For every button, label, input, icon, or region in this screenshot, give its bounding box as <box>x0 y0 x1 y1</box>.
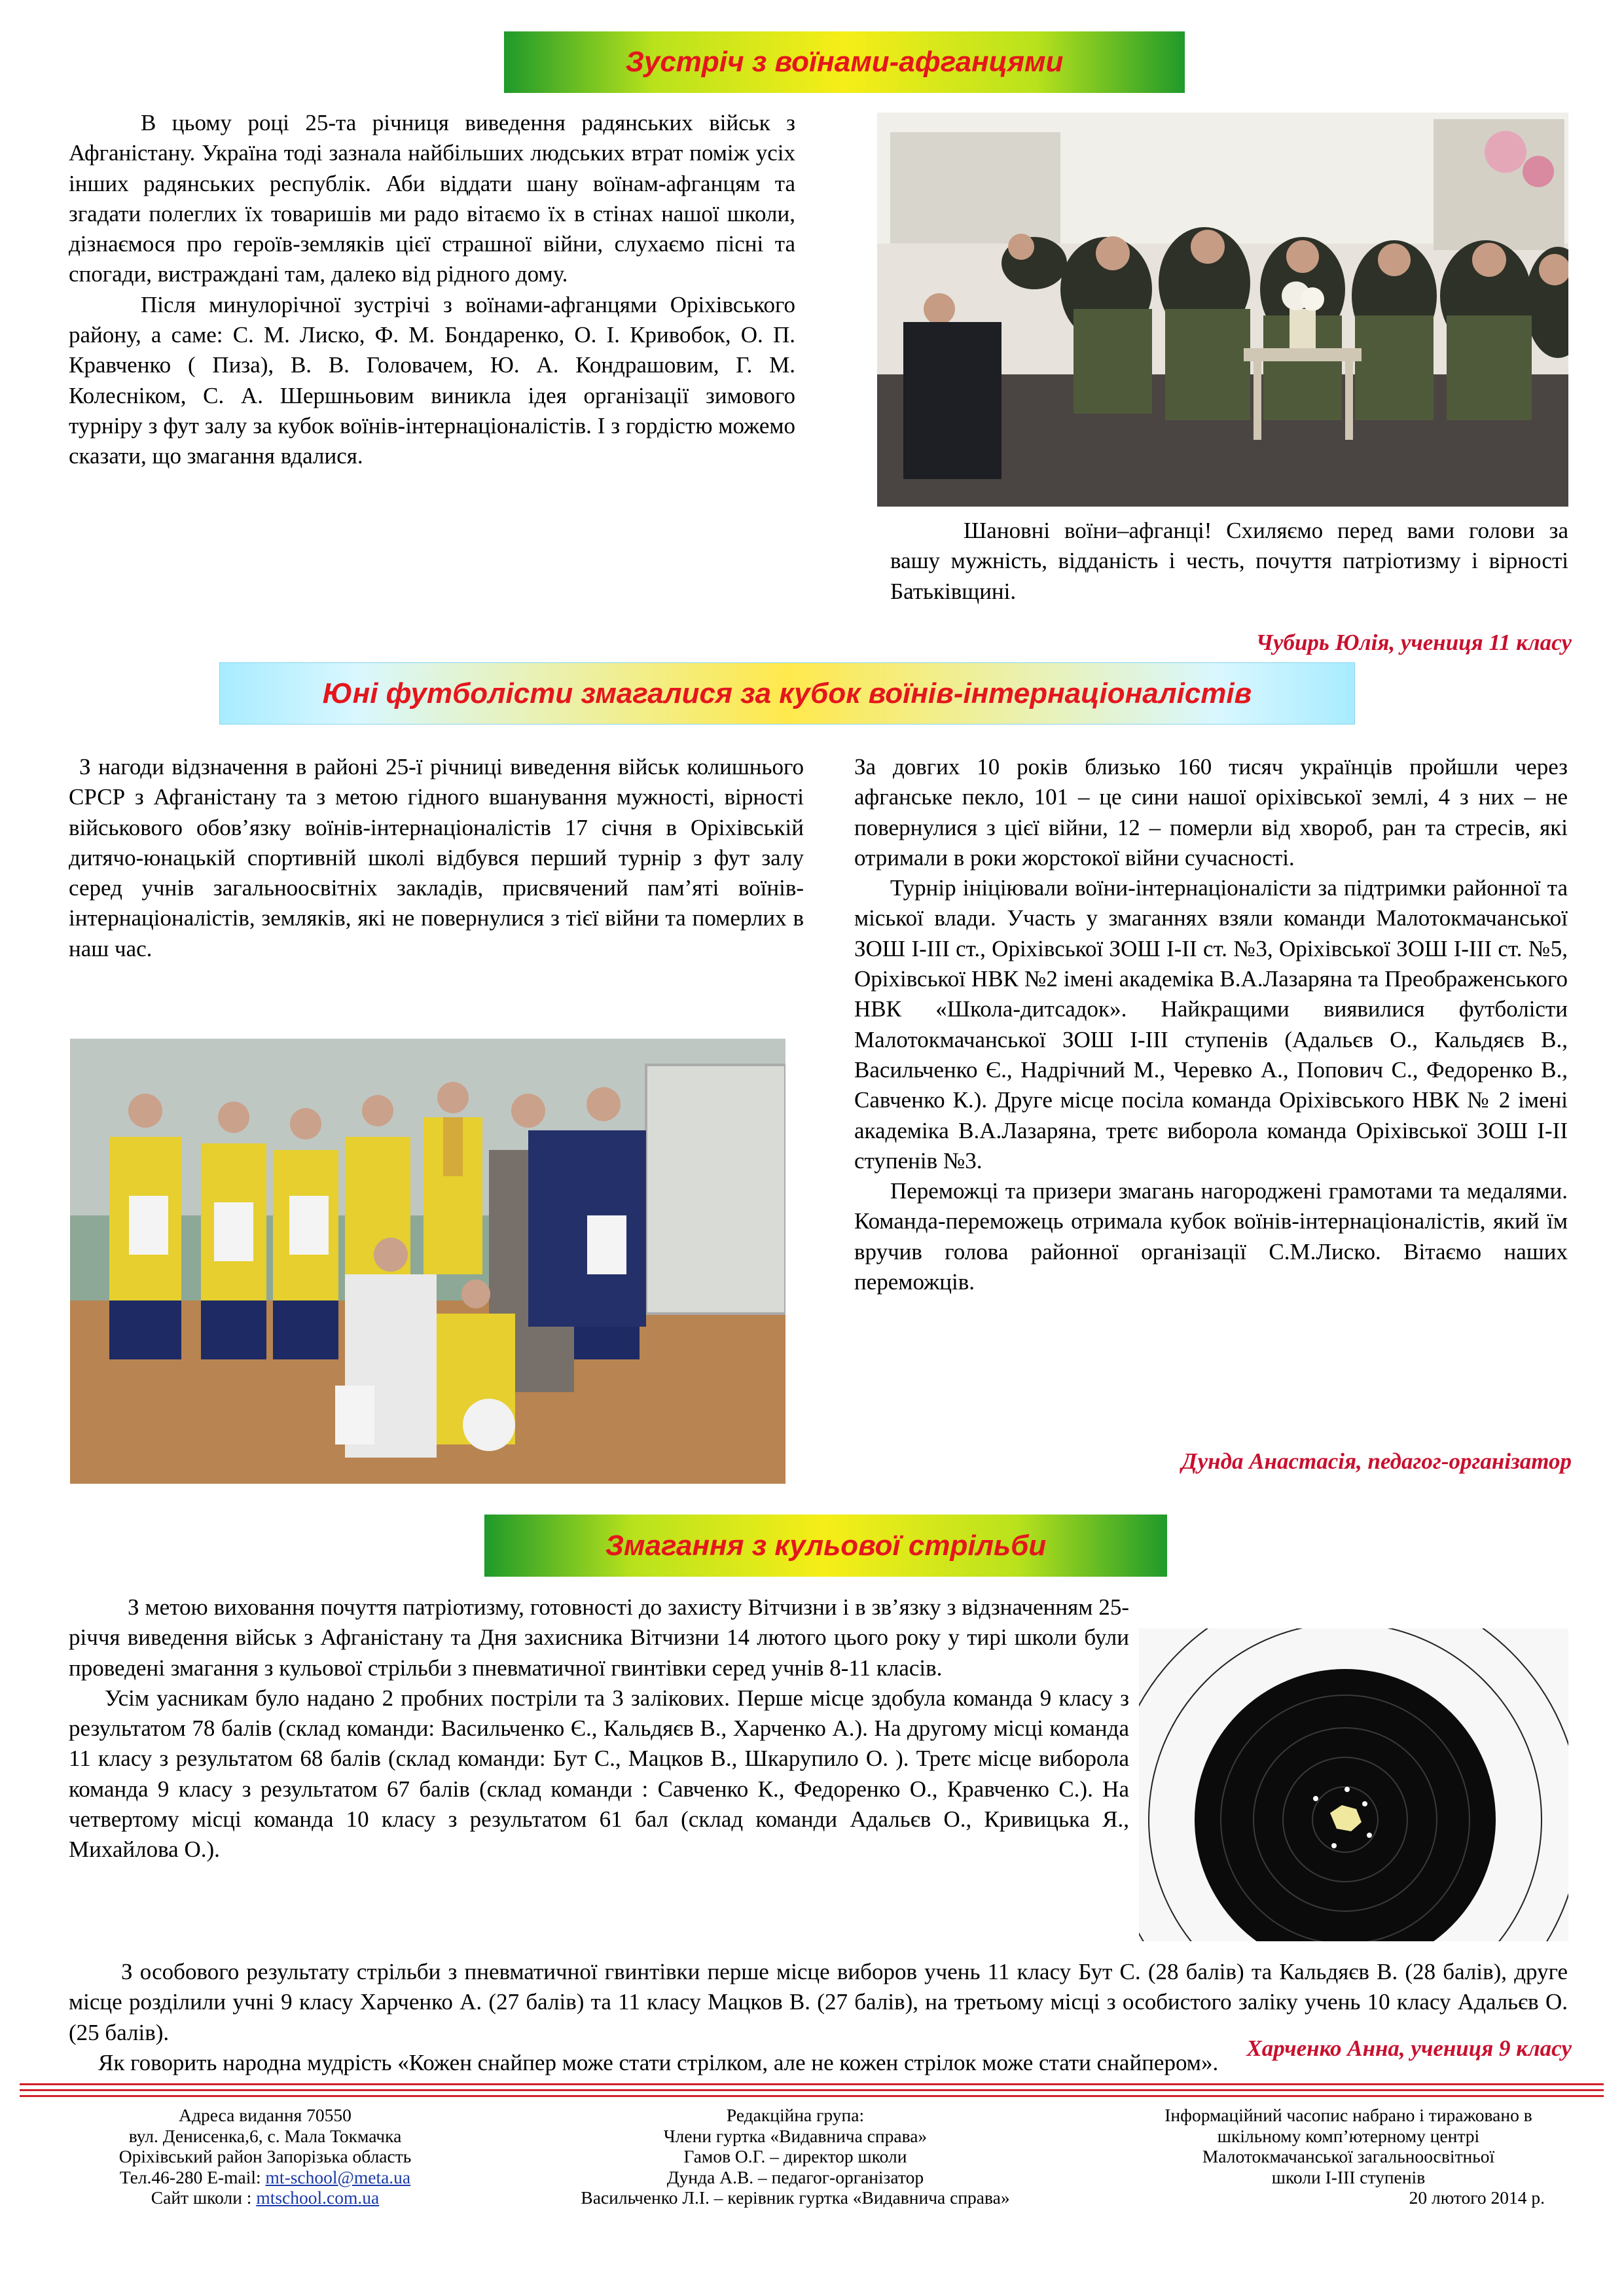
footer-editorial-group <box>524 2105 1067 2208</box>
footer-email-link[interactable]: mt-school@meta.ua <box>265 2166 411 2187</box>
footer-publisher-address <box>52 2105 478 2208</box>
section3-title-banner <box>484 1515 1167 1577</box>
footer-print-line-1: Інформаційний часопис набрано і тиражовано в <box>1164 2105 1532 2125</box>
section3-p4-text: Як говорить народна мудрість «Кожен снайпер може стати стрілком, але не кожен стрілок може стати снайпером». <box>98 2049 1219 2075</box>
footer-editorial-line-1: Редакційна група: <box>726 2105 865 2125</box>
veterans-photo-image <box>877 113 1568 507</box>
footer-print-info <box>1113 2105 1584 2208</box>
caption-text: Шановні воїни–афганці! Схиляємо перед вами голови за вашу мужність, відданість і честь, почуття патріотизму і вірності Батьківщині. <box>890 518 1568 604</box>
footer-editorial-line-5: Васильченко Л.І. – керівник гуртка «Видавнича справа» <box>581 2187 1010 2208</box>
section2-paragraph-1: З нагоди відзначення в районі 25-ї річниці виведення військ колишнього СРСР з Афганістану та з метою гідного вшанування мужності, вірності військового обов’язку воїнів-інтернаціоналістів 17 січня в Оріхівській дитячо-юнацькій спортивній школі відбувся перший турнір з фут залу серед учнів загальноосвітніх закладів, присвячений пам’яті воїнів-інтернаціоналістів, земляків, які не повернулися з тієї війни та померлих в наш час. <box>69 754 804 961</box>
football-team-photo <box>70 1039 785 1484</box>
section2-title: Юні футболісти змагалися за кубок воїнів-інтернаціоналістів <box>322 677 1252 709</box>
section1-paragraph-2: Після минулорічної зустрічі з воїнами-афганцями Оріхівського району, а саме: С. М. Лиско, Ф. М. Бондаренко, О. І. Кривобок, О. П. Кравченко ( Пиза), В. В. Головачем, Ю. А. Кондрашовим, Г. М. Колесніком, С. А. Шершньовим виникла ідея організації зимового турніру з фут залу за кубок воїнів-інтернаціоналістів. І з гордістю можемо сказати, що змагання вдалися. <box>69 291 795 469</box>
footer-editorial-line-4: Дунда А.В. – педагог-організатор <box>666 2166 924 2187</box>
veterans-photo <box>877 113 1568 507</box>
section3-p2-text: Усім уасникам було надано 2 пробних постріли та 3 залікових. Перше місце здобула команда 9 класу з результатом 78 балів (склад команди: Васильченко Є., Кальдяєв В., Харченко А.). На другому місці команда 11 класу з результатом 68 балів (склад команди: Бут С., Мацков В., Шкарупило О. ). Третє місце виборола команда 9 класу з результатом 67 балів (склад команди : Савченко К., Федоренко О., Кравченко С.). На четвертому місці команда 10 класу з результатом 61 бал (склад команди Адальєв О., Кривицька Я., Михайлова О.). <box>69 1685 1129 1863</box>
footer-rule-1 <box>20 2083 1604 2085</box>
veterans-photo-caption <box>890 516 1568 607</box>
section3-signature <box>1246 2036 1572 2062</box>
section3-title: Змагання з кульової стрільби <box>605 1529 1047 1562</box>
footer-editorial-line-2: Члени гуртка «Видавнича справа» <box>663 2125 928 2146</box>
footer-editorial-line-3: Гамов О.Г. – директор школи <box>683 2146 907 2166</box>
footer-contact-line <box>52 2167 478 2188</box>
target-float-spacer <box>1129 1624 1568 1964</box>
section3-p3-text: З особового результату стрільби з пневматичної гвинтівки перше місце виборов учень 11 класу Бут С. (28 балів) та Кальдяєв В. (28 балів), друге місце розділили учні 9 класу Харченко А. (27 балів) та 11 класу Мацков В. (27 балів), на третьому місці з особистого заліку учень 10 класу Адальєв О. (25 балів). <box>69 1959 1568 2045</box>
footer-address-line-2: вул. Денисенка,6, с. Мала Токмачка <box>128 2125 402 2146</box>
footer-rule-3 <box>20 2095 1604 2097</box>
footer-site-line <box>52 2187 478 2208</box>
section1-title: Зустріч з воїнами-афганцями <box>625 46 1064 78</box>
footer-site-link[interactable]: mtschool.com.ua <box>256 2187 380 2208</box>
section3-p1-text: З метою виховання почуття патріотизму, готовності до захисту Вітчизни і в зв’язку з відзначенням 25-річчя виведення військ з Афганістану та Дня захисника Вітчизни 14 лютого цього року у тирі школи були проведені змагання з кульової стрільби з пневматичної гвинтівки серед учнів 8-11 класів. <box>69 1594 1129 1681</box>
section3-signature-text: Харченко Анна, учениця 9 класу <box>1246 2036 1572 2061</box>
footer-site-label: Сайт школи : <box>151 2187 257 2208</box>
section2-right-text <box>854 752 1568 1297</box>
section2-paragraph-4: Переможці та призери змагань нагороджені грамотами та медалями. Команда-переможець отримала кубок воїнів-інтернаціоналістів, який їм вручив голова районної організації С.М.Лиско. Вітаємо наших переможців. <box>854 1178 1568 1295</box>
footer-print-line-2: шкільному комп’ютерному центрі <box>1217 2125 1480 2146</box>
section2-paragraph-3: Турнір ініціювали воїни-інтернаціоналісти за підтримки районної та міської влади. Участь у змаганнях взяли команди Малотокмачанської ЗОШ І-ІІІ ст., Оріхівської ЗОШ І-ІІ ст. №3, Оріхівської ЗОШ І-ІІІ ст. №5, Оріхівської НВК №2 імені академіка В.А.Лазаряна та Преображенського НВК «Школа-дитсадок». Найкращими виявилися футболісти Малотокмачанської ЗОШ І-ІІІ ступенів (Адальєв О., Кальдяєв В., Васильченко Є., Надрічний М., Черевко А., Попович С., Федоренко В., Савченко К.). Друге місце посіла команда Оріхівського НВК № 2 імені академіка В.А.Лазаряна, третє виборола команда Оріхівської ЗОШ І-ІІ ступенів №3. <box>854 875 1568 1174</box>
section1-text <box>69 108 795 472</box>
section2-signature-text: Дунда Анастасія, педагог-організатор <box>1181 1448 1572 1474</box>
section2-paragraph-2: За довгих 10 років близько 160 тисяч українців пройшли через афганське пекло, 101 – це сини нашої оріхівської землі, 4 з них – не повернулися з цієї війни, 12 – померли від хвороб, ран та стресів, які отримали в роки жорстокої війни сучасності. <box>854 754 1568 870</box>
section1-title-banner <box>504 31 1185 93</box>
footer-print-line-3: Малотокмачанської загальноосвітньої <box>1202 2146 1495 2166</box>
section1-signature-text: Чубирь Юлія, учениця 11 класу <box>1255 630 1572 655</box>
footer-tel: Тел.46-280 E-mail: <box>119 2166 266 2187</box>
section1-paragraph-1: В цьому році 25-та річниця виведення радянських військ з Афганістану. Україна тоді зазнала найбільших людських втрат поміж усіх інших радянських республік. Аби віддати шану воїнам-афганцям та згадати полеглих їх товаришів ми радо вітаємо їх в стінах нашої школи, дізнаємося про героїв-земляків цієї страшної війни, слухаємо пісні та спогади, вистраждані там, далеко від рідного дому. <box>69 110 795 287</box>
section2-left-text <box>69 752 804 964</box>
football-team-photo-image <box>70 1039 785 1484</box>
footer-address-line-1: Адреса видання 70550 <box>179 2105 352 2125</box>
section2-title-banner <box>219 662 1355 725</box>
section3-paragraph-1-block <box>69 1592 1568 1964</box>
footer-address-line-3: Оріхівський район Запорізька область <box>118 2146 412 2166</box>
section1-signature <box>1256 630 1572 656</box>
footer-rule-2 <box>20 2089 1604 2091</box>
footer-print-line-4: школи І-ІІІ ступенів <box>1271 2166 1426 2187</box>
footer-issue-date: 20 лютого 2014 р. <box>1409 2187 1545 2208</box>
section2-signature <box>1182 1448 1572 1475</box>
